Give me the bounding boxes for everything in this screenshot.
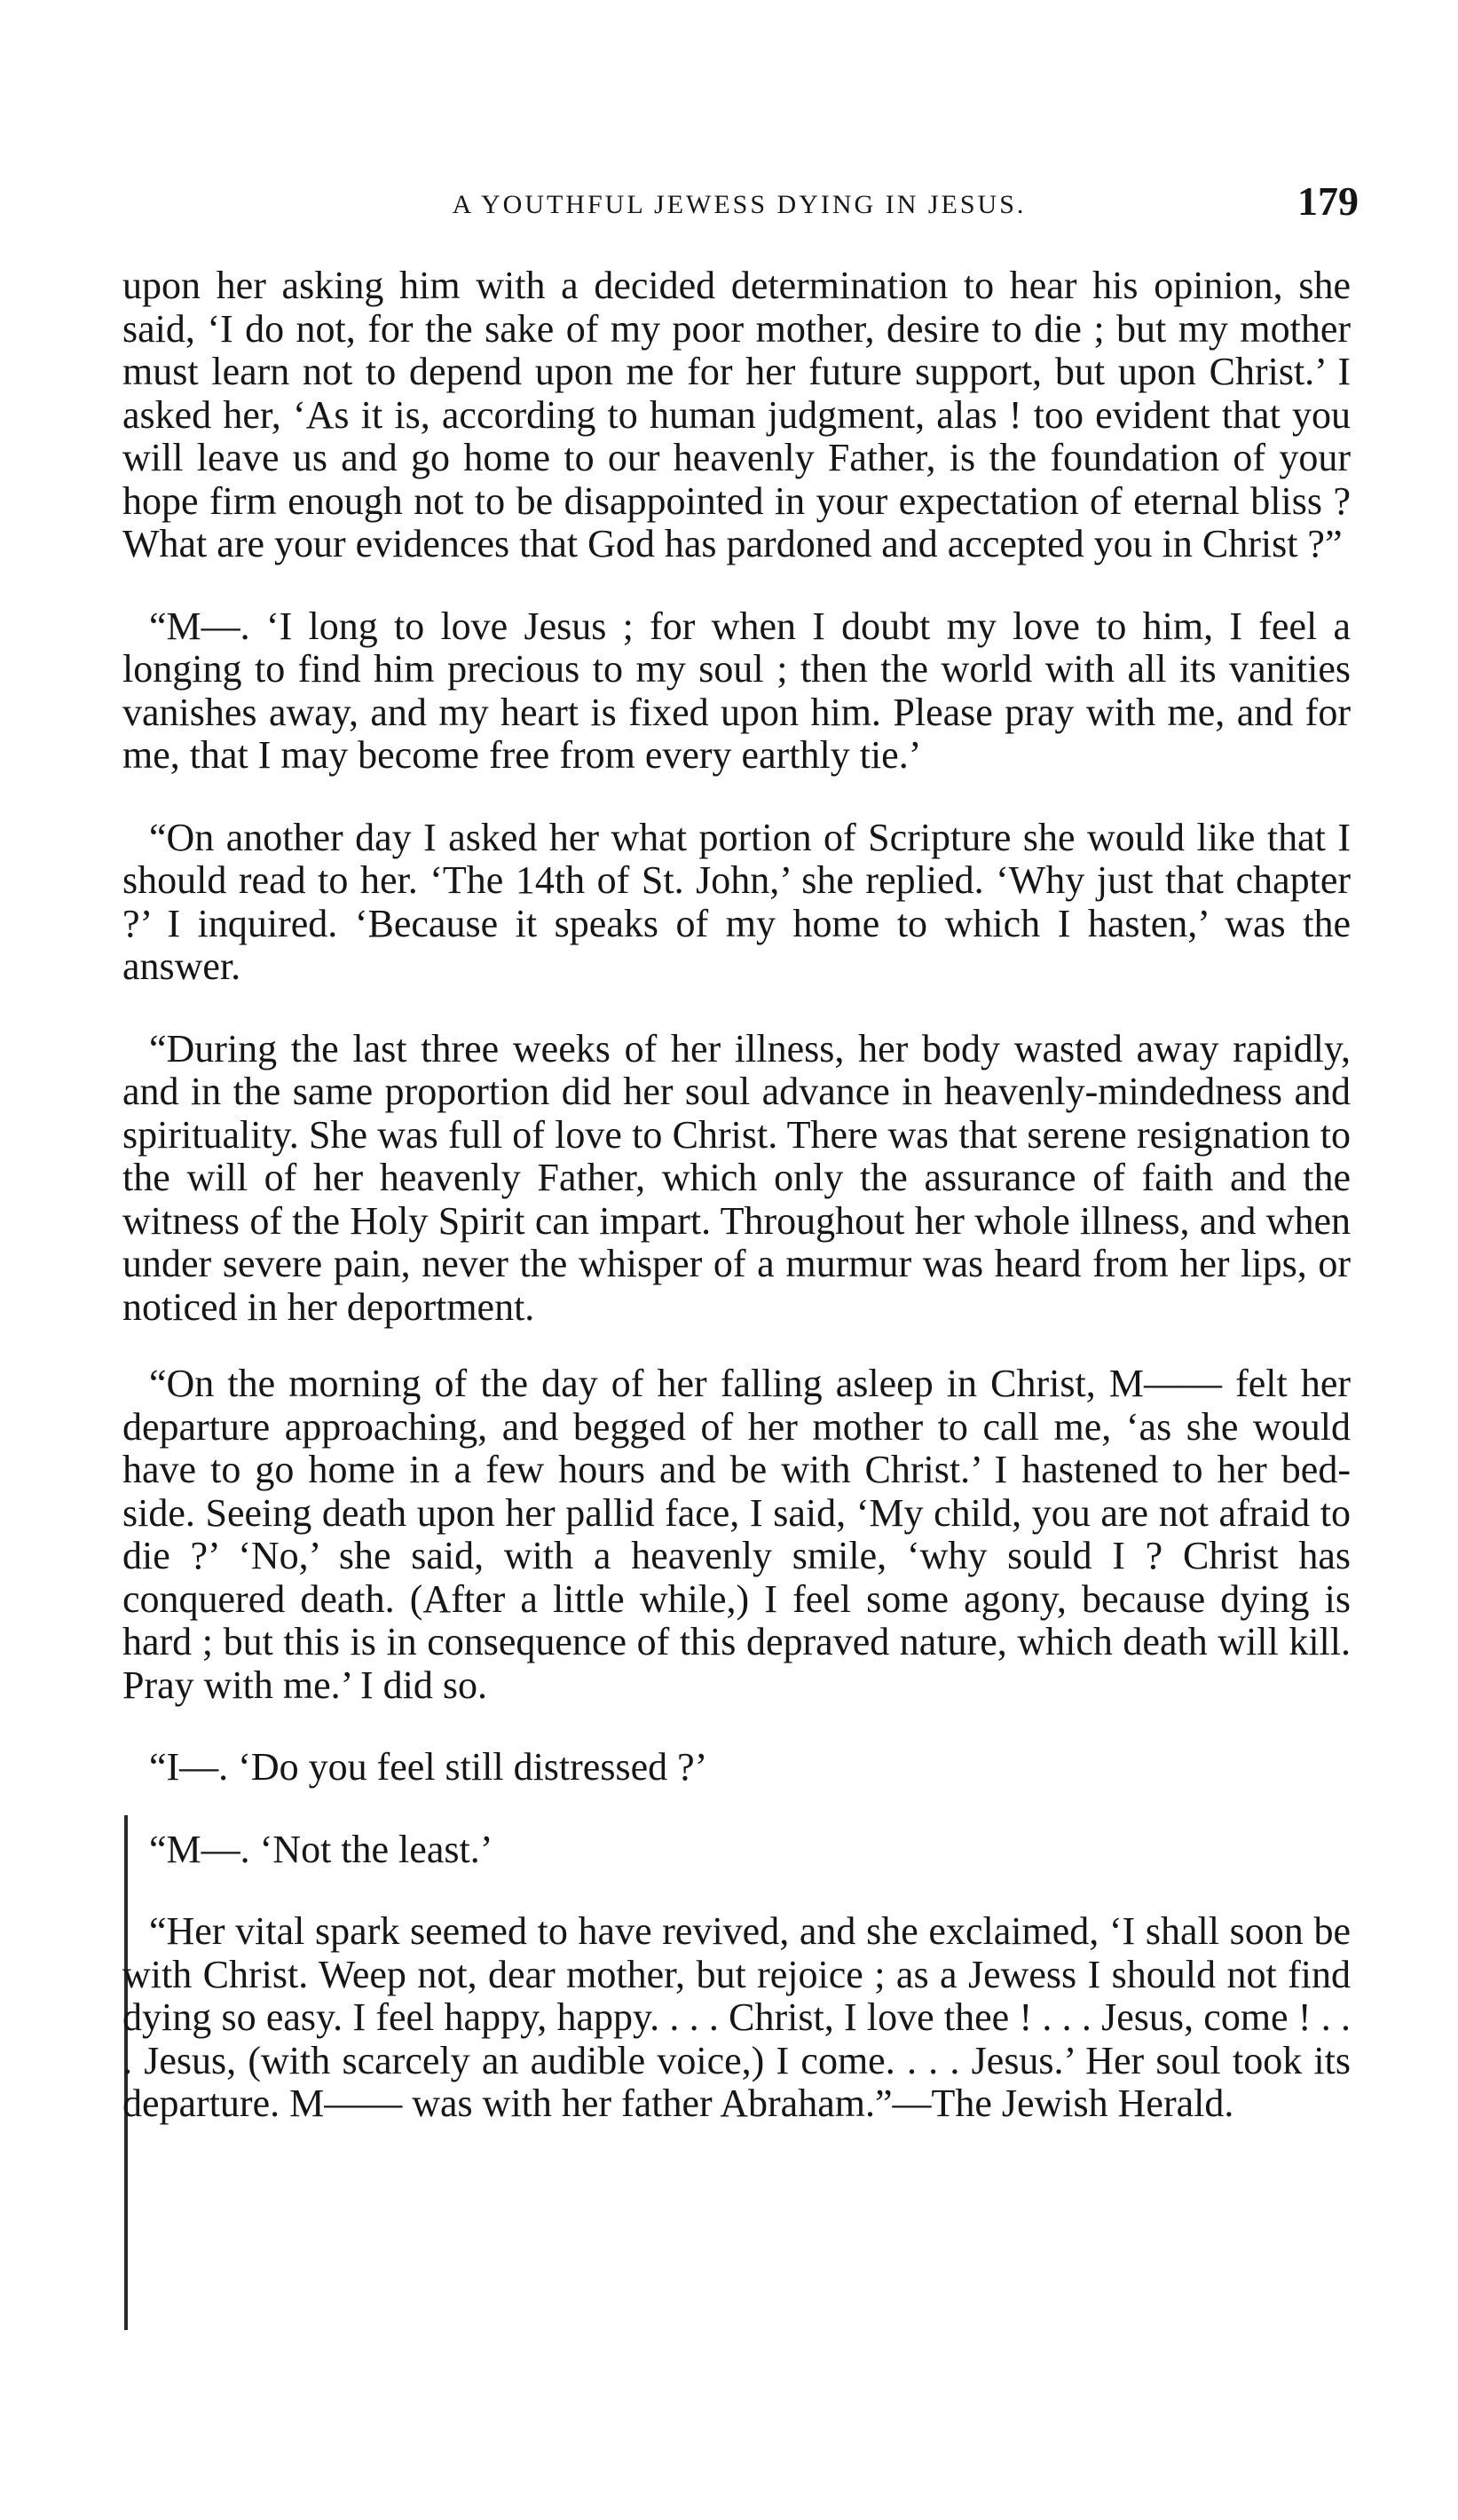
paragraph-final-words: “Her vital spark seemed to have revived, and she exclaimed, ‘I shall soon be with Christ. Weep not, dear mother, but rejoice ; as a Jewess I should not find dying so easy. I feel happy, happy. . . . Christ, I love thee ! . . . Jesus, come ! . . . Jesus, (with scarcely an audible voice,) I come. . . . Jesus.’ Her soul took its departure. M—— was with her father Abraham.”—The Jewish Herald.: [122, 1909, 1351, 2125]
running-head: [120, 174, 1359, 227]
paragraph-not-the-least: “M—. ‘Not the least.’: [149, 1827, 493, 1871]
page-number: 179: [1297, 178, 1359, 224]
paragraph-evidences-question: upon her asking him with a decided determination to hear his opinion, she said, ‘I do not, for the sake of my poor mother, desire to die ; but my mother must learn not to depend upon me for her future support, but upon Christ.’ I asked her, ‘As it is, according to human judgment, alas ! too evident that you will leave us and go home to our heavenly Father, is the foundation of your hope firm enough not to be disappointed in your expectation of eternal bliss ? What are your evidences that God has pardoned and accepted you in Christ ?”: [122, 264, 1351, 565]
running-title: A YOUTHFUL JEWESS DYING IN JESUS.: [452, 190, 1027, 219]
paragraph-scripture-request: “On another day I asked her what portion of Scripture she would like that I should read to her. ‘The 14th of St. John,’ she replied. ‘Why just that chapter ?’ I inquired. ‘Because it speaks of my home to which I hasten,’ was the answer.: [122, 815, 1351, 988]
text-column: [122, 265, 1351, 2126]
paragraph-distressed-question: “I—. ‘Do you feel still distressed ?’: [149, 1745, 708, 1789]
paragraph-longing-to-love: “M—. ‘I long to love Jesus ; for when I doubt my love to him, I feel a longing to find him precious to my soul ; then the world with all its vanities vanishes away, and my heart is fixed upon him. Please pray with me, and for me, that I may become free from every earthly tie.’: [122, 604, 1351, 777]
paragraph-last-weeks: “During the last three weeks of her illness, her body wasted away rapidly, and in the same proportion did her soul advance in heavenly-mindedness and spirituality. She was full of love to Christ. There was that serene resignation to the will of her heavenly Father, which only the assurance of faith and the witness of the Holy Spirit can impart. Throughout her whole illness, and when under severe pain, never the whisper of a murmur was heard from her lips, or noticed in her deportment.: [122, 1026, 1351, 1329]
paragraph-morning-of-departure: “On the morning of the day of her falling asleep in Christ, M—— felt her departure approaching, and begged of her mother to call me, ‘as she would have to go home in a few hours and be with Christ.’ I hastened to her bed-side. Seeing death upon her pallid face, I said, ‘My child, you are not afraid to die ?’ ‘No,’ she said, with a heavenly smile, ‘why sould I ? Christ has conquered death. (After a little while,) I feel some agony, because dying is hard ; but this is in consequence of this depraved nature, which death will kill. Pray with me.’ I did so.: [122, 1362, 1351, 1707]
